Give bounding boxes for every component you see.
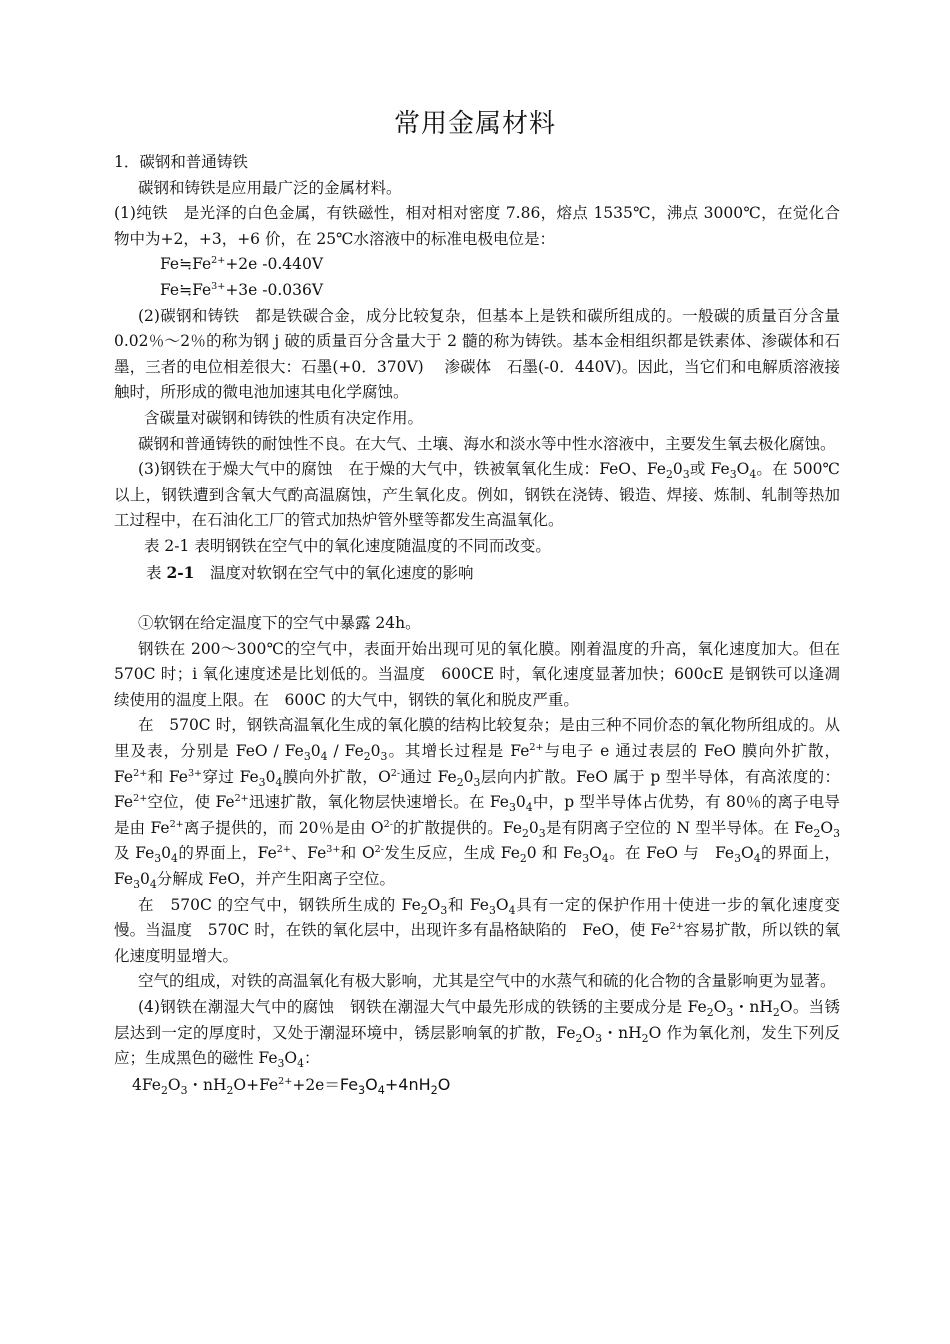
table-reference: 表 2-1 表明钢铁在空气中的氧化速度随温度的不同而改变。 — [144, 536, 551, 555]
document-body — [114, 150, 856, 1098]
carbon-steel-paragraph: (2)碳钢和铸铁 都是铁碳合金，成分比较复杂，但基本上是铁和碳所组成的。一般碳的质量百分含量 0.02％～2％的称为钢 j 破的质量百分含量大于 2 髓的称为铸铁。基本金相组织都是铁素体、渗碳体和石墨，三者的电位相差很大：石墨(+0．370V) 渗碳体 石墨(-0．440V)。因此，当它们和电解质溶液接触时，所形成的微电池加速其电化学腐蚀。 — [114, 306, 840, 402]
page-title: 常用金属材料 — [393, 109, 556, 139]
oxide-structure-paragraph: 在 570C 时，钢铁高温氧化生成的氧化膜的结构比较复杂；是由三种不同价态的氧化物所组成的。从里及表，分别是 FeO / $Fe_30_4 / Fe_20_3$。其增长过程是 $Fe^{2+}$与电子 e 通过表层的 FeO 膜向外扩散，$Fe^{2+}$和 $Fe^{3+}$穿过 $Fe_30_4$膜向外扩散，$O^{2-}$通过 $Fe_20_3$层向内扩散。FeO 属于 p 型半导体，有高浓度的：$Fe^{2+}$空位，使 $Fe^{2+}$迅速扩散，氧化物层快速增长。在 $Fe_30_4$中，p 型半导体占优势，有 80％的离子电导是由 $Fe^{2+}$离子提供的，而 20％是由 $O^{2-}$的扩散提供的。$Fe_20_3$是有阴离子空位的 N 型半导体。在 $Fe_2O_3$及 $Fe_30_4$的界面上，$Fe^{2+}$、$Fe^{3+}$和 $O^{2-}$发生反应，生成 $Fe_20$ 和 $Fe_3O_4$。在 FeO 与 $Fe_3O_4$的界面上，$Fe_30_4$分解成 FeO，并产生阳离子空位。 — [114, 716, 841, 892]
intro-paragraph: 碳钢和铸铁是应用最广泛的金属材料。 — [138, 178, 402, 197]
oxidation-rate-paragraph: 钢铁在 200～300℃的空气中，表面开始出现可见的氧化膜。刚着温度的升高，氧化速度加大。但在 570C 时；i 氧化速度述是比划低的。当温度 600CE 时，氧化速度显著加快；600cE 是钢铁可以逢凋续使用的温度上限。在 600C 的大气中，钢铁的氧化和脱皮严重。 — [114, 639, 856, 709]
carbon-content-paragraph: 含碳量对碳钢和铸铁的性质有决定作用。 — [144, 408, 424, 427]
equation-fe3: $Fe≒Fe^{3+}+3e$ -0.036V — [160, 280, 324, 299]
corrosion-resistance-paragraph: 碳钢和普通铸铁的耐蚀性不良。在大气、土壤、海水和淡水等中性水溶液中，主要发生氧去极化腐蚀。 — [138, 434, 836, 453]
pure-iron-paragraph: (1)纯铁 是光泽的白色金属，有铁磁性，相对相对密度 7.86，熔点 1535℃，沸点 3000℃，在觉化合物中为+2，+3，+6 价，在 25℃水溶液中的标准电极电位是： — [114, 204, 840, 248]
dry-air-paragraph: (3)钢铁在于燥大气中的腐蚀 在于燥的大气中，铁被氧氧化生成：FeO、$Fe_20_3$或 $Fe_3O_4$。在 500℃以上，钢铁遭到含氧大气酌高温腐蚀，产生氧化皮。例如，钢铁在浇铸、锻造、焊接、炼制、轧制等热加工过程中，在石油化工厂的管式加热炉管外壁等都发生高温氧化。 — [114, 460, 840, 530]
protective-oxide-paragraph: 在 570C 的空气中，钢铁所生成的 $Fe_2O_3$和 $Fe_3O_4$具有一定的保护作用十使进一步的氧化速度变慢。当温度 570C 时，在铁的氧化层中，出现许多有晶格缺陷的 FeO，使 $Fe^{2+}$容易扩散，所以铁的氧化速度明显增大。 — [114, 895, 840, 965]
humid-air-paragraph: (4)钢铁在潮湿大气中的腐蚀 钢铁在潮湿大气中最先形成的铁锈的主要成分是 $Fe_2O_3$・$nH_2O$。当锈层达到一定的厚度时，又处于潮湿环境中，锈层影响氧的扩散，$Fe_2O_3$・$nH_2O$ 作为氧化剂，发生下列反应；生成黑色的磁性 $Fe_3O_4$： — [114, 998, 841, 1071]
equation-fe2: $Fe≒Fe^{2+}+2e$ -0.440V — [160, 255, 324, 274]
section-heading: 1．碳钢和普通铸铁 — [114, 153, 248, 171]
air-composition-paragraph: 空气的组成，对铁的高温氧化有极大影响，尤其是空气中的水蒸气和硫的化合物的含量影响更为显著。 — [138, 972, 836, 991]
magnetite-equation: $4Fe_2O_3$・$nH_2O+Fe^{2+}+2e=Fe_3O_4+4nH_2O$ — [132, 1074, 451, 1097]
table-gap — [114, 586, 840, 611]
table-footnote: ①软钢在给定温度下的空气中暴露 24h。 — [138, 614, 421, 633]
table-caption: 表 2-1 温度对软钢在空气中的氧化速度的影响 — [146, 562, 474, 582]
